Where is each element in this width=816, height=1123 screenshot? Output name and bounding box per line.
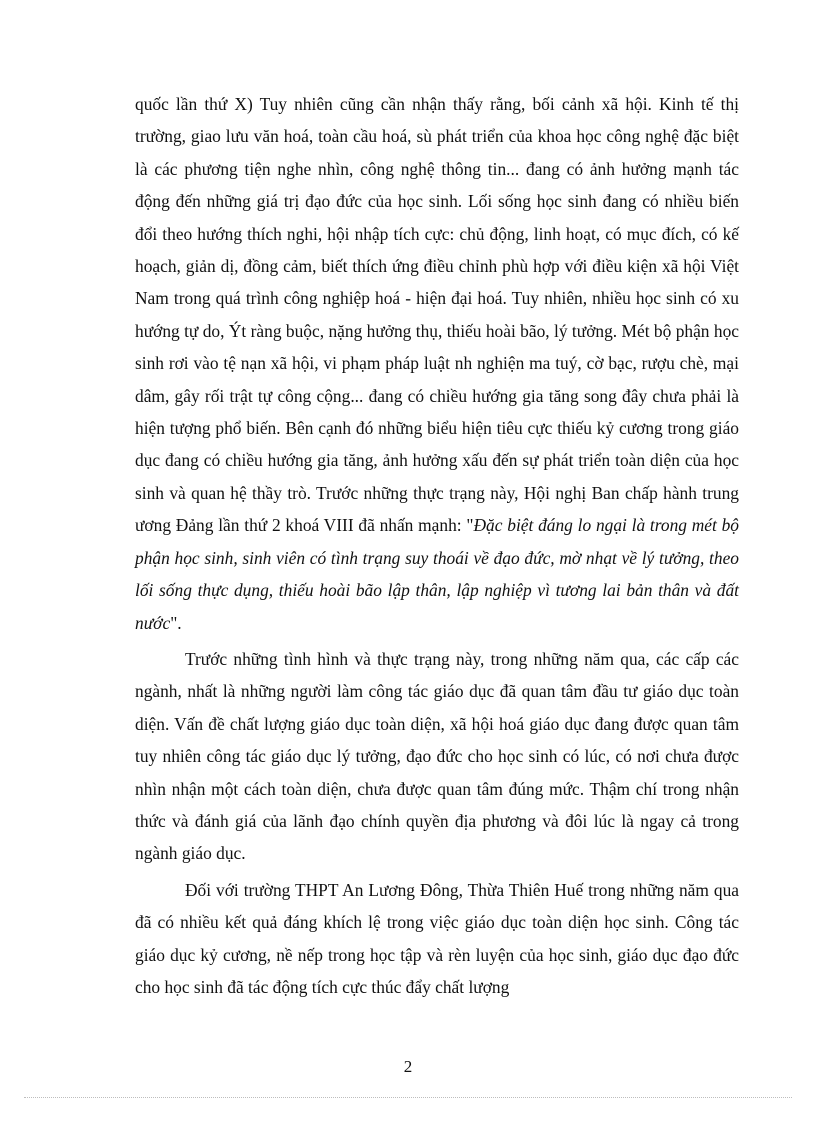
paragraph-1-quote: Đặc biệt đáng lo ngại là trong mét bộ phận học sinh, sinh viên có tình trạng suy thoái về đạo đức, mờ nhạt về lý tưởng, theo lối sống thực dụng, thiếu hoài bão lập thân, lập nghiệp vì tương lai bản thân và đất nước <box>135 515 740 633</box>
paragraph-3 <box>135 874 739 1004</box>
paragraph-1-quote-end: ". <box>170 612 182 633</box>
page-number: 2 <box>403 1057 413 1076</box>
paragraph-1 <box>135 88 739 639</box>
page-bottom-divider <box>24 1097 792 1098</box>
paragraph-3-text: Đối với trường THPT An Lương Đông, Thừa Thiên Huế trong những năm qua đã có nhiều kết quả đáng khích lệ trong việc giáo dục toàn diện học sinh. Công tác giáo dục kỷ cương, nề nếp trong học tập và rèn luyện của học sinh, giáo dục đạo đức cho học sinh đã tác động tích cực thúc đẩy chất lượng <box>135 879 739 997</box>
document-body <box>135 88 739 1007</box>
paragraph-2 <box>135 643 739 870</box>
paragraph-1-text: quốc lần thứ X) Tuy nhiên cũng cần nhận thấy rằng, bối cảnh xã hội. Kinh tế thị trường, giao lưu văn hoá, toàn cầu hoá, sù phát triển của khoa học công nghệ đặc biệt là các phương tiện nghe nhìn, công nghệ thông tin... đang có ảnh hưởng mạnh tác động đến những giá trị đạo đức của học sinh. Lối sống học sinh đang có nhiều biến đổi theo hướng thích nghi, hội nhập tích cực: chủ động, linh hoạt, có mục đích, có kế hoạch, giản dị, đồng cảm, biết thích ứng điều chỉnh phù hợp với điều kiện xã hội Việt Nam trong quá trình công nghiệp hoá - hiện đại hoá. Tuy nhiên, nhiều học sinh có xu hướng tự do, Ýt ràng buộc, nặng hưởng thụ, thiếu hoài bão, lý tưởng. Mét bộ phận học sinh rơi vào tệ nạn xã hội, vi phạm pháp luật nh nghiện ma tuý, cờ bạc, rượu chè, mại dâm, gây rối trật tự công cộng... đang có chiều hướng gia tăng song đây chưa phải là hiện tượng phổ biến. Bên cạnh đó những biểu hiện tiêu cực thiếu kỷ cương trong giáo dục đang có chiều hướng gia tăng, ảnh hưởng xấu đến sự phát triển toàn diện của học sinh và quan hệ thầy trò. Trước những thực trạng này, Hội nghị Ban chấp hành trung ương Đảng lần thứ 2 khoá VIII đã nhấn mạnh: " <box>135 94 739 536</box>
paragraph-2-text: Trước những tình hình và thực trạng này, trong những năm qua, các cấp các ngành, nhất là những người làm công tác giáo dục đã quan tâm đầu tư giáo dục toàn diện. Vấn đề chất lượng giáo dục toàn diện, xã hội hoá giáo dục đang được quan tâm tuy nhiên công tác giáo dục lý tưởng, đạo đức cho học sinh có lúc, có nơi chưa được nhìn nhận một cách toàn diện, chưa được quan tâm đúng mức. Thậm chí trong nhận thức và đánh giá của lãnh đạo chính quyền địa phương và đôi lúc là ngay cả trong ngành giáo dục. <box>135 648 739 864</box>
